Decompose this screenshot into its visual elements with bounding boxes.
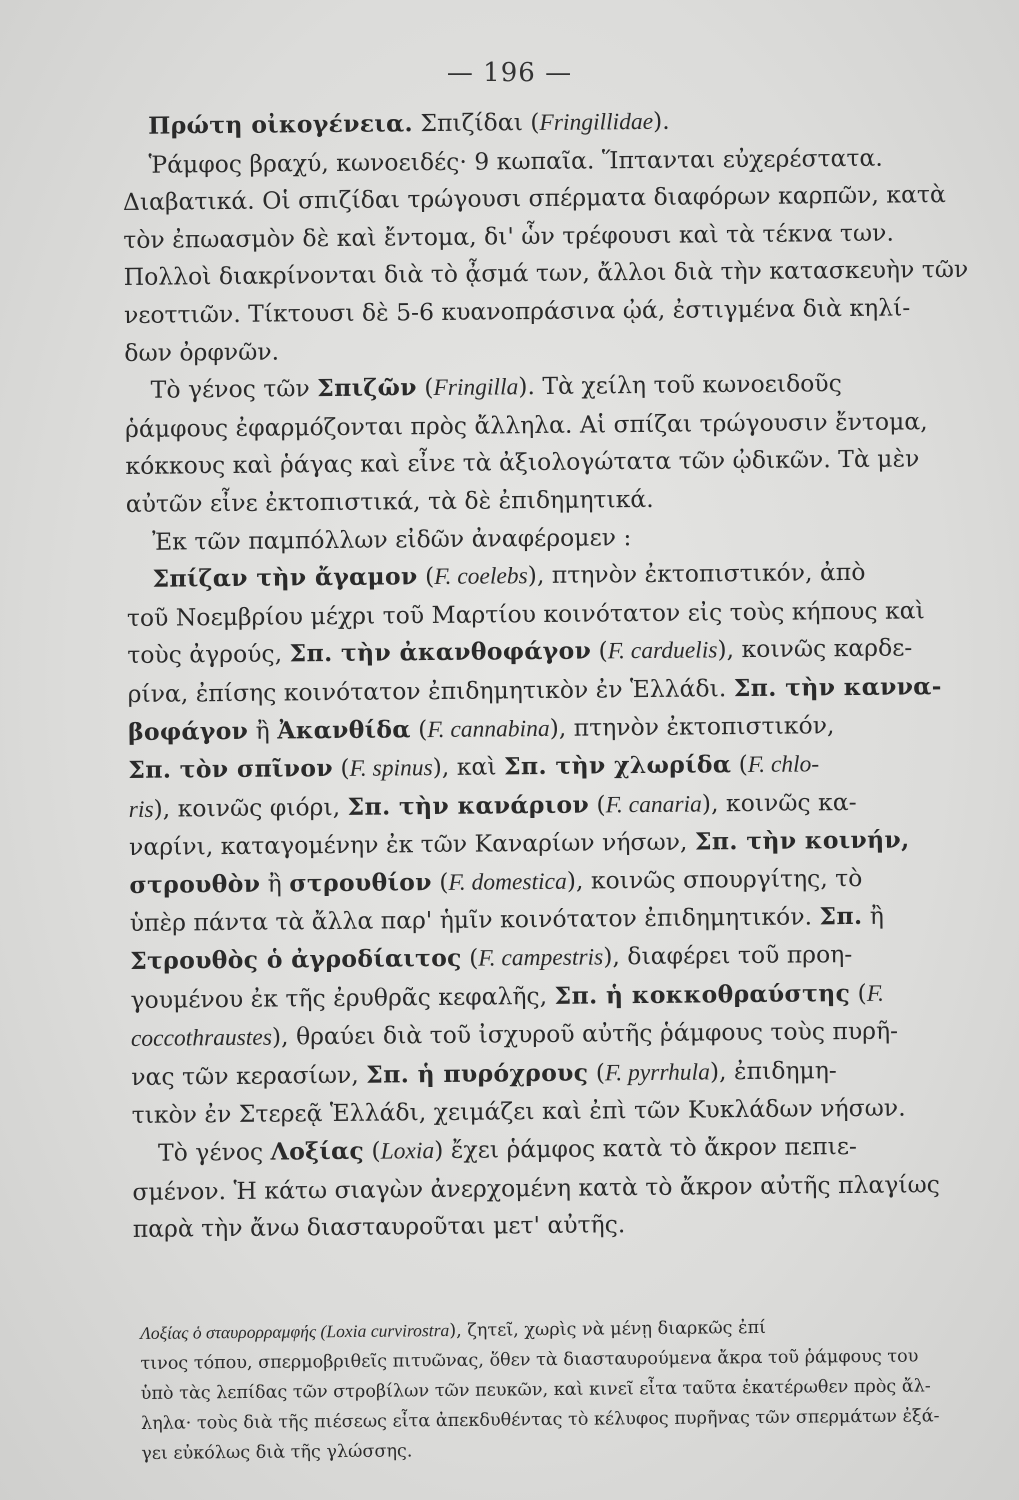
text-run: παρὰ τὴν ἄνω διασταυροῦται μετ' αὐτῆς. [132, 1210, 626, 1244]
latin-name: F. canaria [605, 791, 702, 819]
bold-heading-term: Ἀκανθίδα [277, 714, 411, 745]
latin-name: coccothraustes [130, 1024, 273, 1053]
text-run: Σπιζίδαι ( [412, 107, 540, 138]
bold-heading-term: στρουθὸν [129, 869, 261, 899]
bold-heading-term: Σπ. [819, 902, 863, 931]
text-run: ( [410, 714, 428, 743]
bold-heading-term: Στρουθὸς ὁ ἀγροδίαιτος [130, 943, 462, 976]
text-run: ), πτηνὸν ἐκτοπιστικόν, [549, 710, 835, 742]
text-run: ), ζητεῖ, χωρὶς νὰ μένῃ διαρκῶς ἐπί [449, 1317, 767, 1342]
text-run: ), διαφέρει τοῦ προη- [603, 940, 853, 971]
text-run: γουμένου ἐκ τῆς ἐρυθρᾶς κεφαλῆς, [130, 981, 555, 1014]
text-run: ( [363, 1136, 381, 1165]
latin-name: F. domestica [448, 868, 567, 896]
text-run: ( [731, 750, 748, 779]
bold-heading-term: Σπ. τὴν καννα- [733, 672, 942, 703]
text-run: ( [417, 562, 435, 591]
bold-heading-term: Σπ. τὴν χλωρίδα [503, 750, 732, 781]
latin-name: Loxia curvirostra [326, 1320, 450, 1342]
text-run: γει εὐκόλως διὰ τῆς γλώσσης. [141, 1441, 413, 1464]
text-run: δων ὀρφνῶν. [124, 337, 280, 367]
text-run: ῥάμφους ἐφαρμόζονται πρὸς ἄλληλα. Αἱ σπίζαι τρώγουσιν ἔντομα, [124, 407, 928, 443]
text-run: ), κοινῶς κα- [701, 787, 857, 818]
text-run: ), κοινῶς καρδε- [717, 633, 913, 664]
footnote-block [140, 1310, 961, 1469]
text-run: ), θραύει διὰ τοῦ ἰσχυροῦ αὐτῆς ῥάμφους τοὺς πυρῆ- [271, 1016, 899, 1051]
text-run: Πολλοὶ διακρίνονται διὰ τὸ ᾆσμά των, ἄλλοι διὰ τὴν κατασκευὴν τῶν [123, 255, 969, 292]
text-run: ληλα· τοὺς διὰ τῆς πιέσεως εἶτα ἀπεκδυθέντας τὸ κέλυφος πυρῆνας τῶν σπερμάτων ἐξά- [140, 1406, 940, 1434]
latin-name: F. cannabina [427, 715, 550, 743]
bold-heading-term: Σπ. τὴν ἀκανθοφάγον [289, 636, 592, 668]
bold-heading-term: στρουθίον [289, 867, 432, 898]
text-run: ), καὶ [432, 752, 505, 782]
text-run: Τὸ γένος [157, 1137, 271, 1167]
latin-name: F. spinus [349, 755, 433, 782]
text-run: ), πτηνὸν ἐκτοπιστικόν, ἀπὸ [527, 558, 866, 590]
text-run: ἢ [260, 869, 290, 898]
bold-heading-term: Σπ. ἡ κοκκοθραύστης [554, 978, 851, 1010]
text-run: ), ἐπιδημη- [709, 1056, 837, 1086]
bold-heading-term: Πρώτη οἰκογένεια. [148, 109, 414, 140]
text-run: ( [416, 373, 434, 402]
text-run: ( [590, 636, 608, 665]
text-run: Ῥάμφος βραχύ, κωνοειδές· 9 κωπαῖα. Ἵπτανται εὐχερέστατα. [148, 143, 883, 179]
latin-name: F. campestris [478, 944, 604, 972]
latin-name: Fringilla [433, 374, 519, 402]
text-run: τινος τόπου, σπερμοβριθεῖς πιτυῶνας, ὅθεν τὰ διασταυρούμενα ἄκρα τοῦ ῥάμφους του [140, 1346, 919, 1374]
text-run: ). Τὰ χείλη τοῦ κωνοειδοῦς [518, 369, 842, 401]
text-run: τικὸν ἐν Στερεᾷ Ἑλλάδι, χειμάζει καὶ ἐπὶ τῶν Κυκλάδων νήσων. [131, 1093, 906, 1130]
page-number: — 196 — [446, 58, 573, 88]
text-run: Τὸ γένος τῶν [150, 374, 318, 404]
text-run: ὑπὸ τὰς λεπίδας τῶν στροβίλων τῶν πευκῶν, καὶ κινεῖ εἶτα ταῦτα ἑκατέρωθεν πρὸς ἄλ- [140, 1376, 931, 1404]
text-run: ἢ [248, 716, 278, 745]
bold-heading-term: Σπιζῶν [317, 373, 417, 403]
bold-heading-term: βοφάγον [127, 716, 249, 746]
text-run: ἢ [862, 902, 885, 931]
latin-name: Fringillidae [539, 108, 654, 136]
body-line [133, 1203, 963, 1249]
text-run: σμένον. Ἡ κάτω σιαγὼν ἀνερχομένη κατὰ τὸ ἄκρον αὐτῆς πλαγίως [132, 1169, 940, 1206]
body-line [128, 706, 958, 753]
latin-name: F. coelebs [434, 563, 528, 591]
text-run: ) ἔχει ῥάμφος κατὰ τὸ ἄκρον πεπιε- [434, 1132, 858, 1165]
main-text-block [122, 100, 969, 1249]
text-run: τοῦ Νοεμβρίου μέχρι τοῦ Μαρτίου κοινότατον εἰς τοὺς κήπους καὶ [126, 596, 925, 632]
bold-heading-term: Σπ. τὸν σπῖνον [128, 754, 334, 785]
text-run: κόκκους καὶ ῥάγας καὶ εἶνε τὰ ἀξιολογώτατα τῶν ᾠδικῶν. Τὰ μὲν [125, 444, 920, 481]
text-run: νας τῶν κερασίων, [131, 1060, 367, 1091]
bold-heading-term: Σπ. τὴν κοινήν, [694, 825, 910, 856]
text-run: ( [588, 790, 606, 819]
text-run: ). [652, 106, 670, 135]
text-run: νεοττιῶν. Τίκτουσι δὲ 5-6 κυανοπράσινα ᾠά, ἐστιγμένα διὰ κηλί- [123, 293, 911, 329]
latin-name: F. pyrrhula [604, 1059, 711, 1087]
text-run: ( [588, 1058, 606, 1087]
text-run: ρίνα, ἐπίσης κοινότατον ἐπιδημητικὸν ἐν Ἑλλάδι. [127, 674, 734, 708]
text-run: ( [431, 867, 449, 896]
latin-name: F. [866, 980, 885, 1007]
text-run: ὑπὲρ πάντα τὰ ἄλλα παρ' ἡμῖν κοινότατον ἐπιδημητικόν. [129, 902, 820, 938]
text-run: αὐτῶν εἶνε ἐκτοπιστικά, τὰ δὲ ἐπιδημητικά. [125, 484, 654, 518]
bold-heading-term: Σπίζαν τὴν ἄγαμον [152, 562, 418, 593]
body-line [125, 440, 955, 486]
latin-name: Λοξίας ὁ σταυρορραμφής ( [140, 1321, 327, 1343]
text-run: ), κοινῶς φιόρι, [153, 792, 348, 823]
bold-heading-term: Σπ. τὴν κανάριον [347, 790, 590, 821]
text-run: ( [332, 753, 350, 783]
bold-heading-term: Λοξίας [270, 1136, 365, 1166]
text-run: ( [850, 978, 867, 1007]
latin-name: Loxia [380, 1138, 435, 1165]
latin-name: F. chlo- [747, 751, 820, 779]
text-run: ναρίνι, καταγομένην ἐκ τῶν Καναρίων νήσων, [128, 827, 696, 862]
text-run: ( [461, 943, 479, 972]
latin-name: ris [128, 796, 154, 823]
text-run: τοὺς ἀγρούς, [127, 639, 290, 670]
text-run: ), κοινῶς σπουργίτης, τὸ [566, 863, 863, 895]
text-run: Ἐκ τῶν παμπόλλων εἰδῶν ἀναφέρομεν : [152, 522, 632, 556]
body-line [124, 289, 954, 335]
text-run: Διαβατικά. Οἱ σπιζίδαι τρώγουσι σπέρματα διαφόρων καρπῶν, κατὰ [122, 180, 946, 217]
text-run: τὸν ἐπωασμὸν δὲ καὶ ἔντομα, δι' ὧν τρέφουσι καὶ τὰ τέκνα των. [123, 218, 894, 254]
latin-name: F. carduelis [607, 637, 718, 665]
bold-heading-term: Σπ. ἡ πυρόχρους [366, 1058, 589, 1089]
